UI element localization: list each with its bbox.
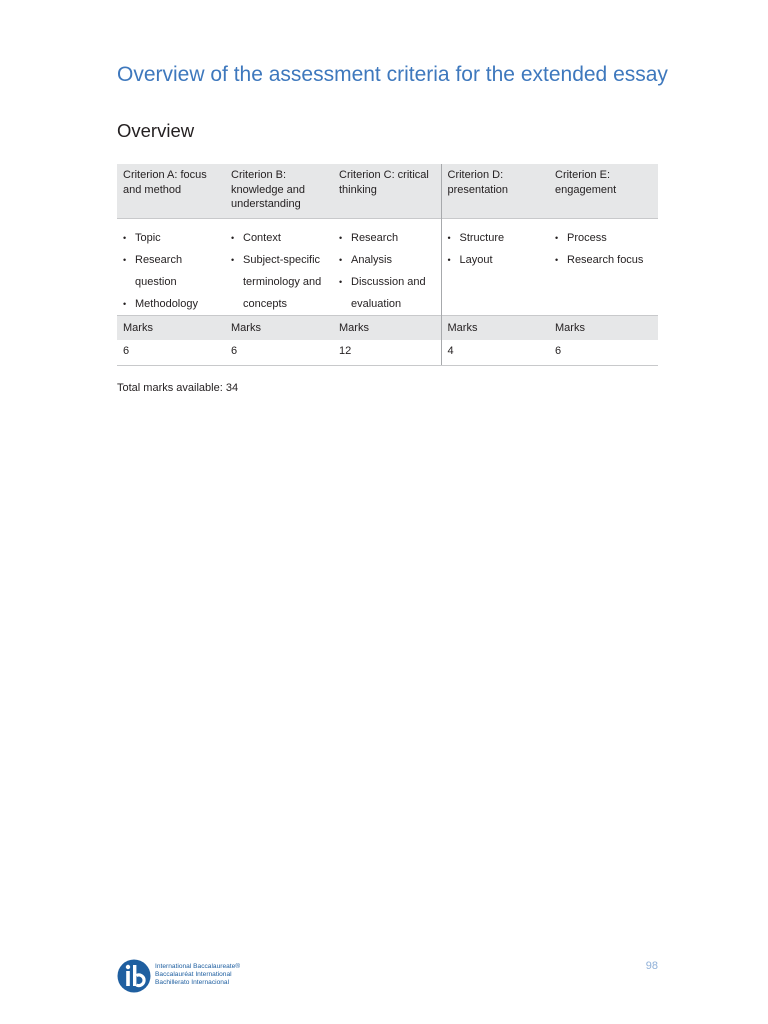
criterion-e-cell xyxy=(549,218,658,315)
logo-line-en: International Baccalaureate® xyxy=(155,963,241,970)
criterion-c-list xyxy=(339,227,435,315)
criteria-table xyxy=(117,164,658,366)
criterion-e-header: Criterion E: engagement xyxy=(549,164,658,218)
criterion-e-list xyxy=(555,227,652,271)
list-item: • Analysis xyxy=(339,249,435,271)
logo-line-es: Bachillerato Internacional xyxy=(155,978,230,986)
criterion-c-cell xyxy=(333,218,441,315)
criterion-b-marks: 6 xyxy=(225,340,333,365)
page-title: Overview of the assessment criteria for the extended essay xyxy=(117,63,668,86)
criterion-b-cell xyxy=(225,218,333,315)
marks-label: Marks xyxy=(225,315,333,340)
ib-logo xyxy=(117,959,257,995)
criteria-bullets-row xyxy=(117,218,658,315)
criterion-d-marks: 4 xyxy=(441,340,549,365)
marks-label-row xyxy=(117,315,658,340)
list-item: • Methodology xyxy=(123,293,219,315)
list-item: • Research question xyxy=(123,249,219,293)
list-item: • Context xyxy=(231,227,327,249)
criterion-d-list xyxy=(448,227,544,271)
criterion-c-marks: 12 xyxy=(333,340,441,365)
criterion-a-header: Criterion A: focus and method xyxy=(117,164,225,218)
marks-label: Marks xyxy=(549,315,658,340)
criterion-e-marks: 6 xyxy=(549,340,658,365)
criterion-a-cell xyxy=(117,218,225,315)
list-item: • Structure xyxy=(448,227,544,249)
criterion-b-list xyxy=(231,227,327,315)
marks-label: Marks xyxy=(441,315,549,340)
marks-label: Marks xyxy=(333,315,441,340)
list-item: • Research focus xyxy=(555,249,652,271)
criteria-header-row xyxy=(117,164,658,218)
total-marks-note: Total marks available: 34 xyxy=(117,382,239,394)
page-number: 98 xyxy=(645,960,658,972)
criterion-c-header: Criterion C: critical thinking xyxy=(333,164,441,218)
list-item: • Layout xyxy=(448,249,544,271)
marks-label: Marks xyxy=(117,315,225,340)
criterion-a-marks: 6 xyxy=(117,340,225,365)
criterion-d-cell xyxy=(441,218,549,315)
marks-value-row xyxy=(117,340,658,365)
criterion-b-header: Criterion B: knowledge and understanding xyxy=(225,164,333,218)
logo-line-fr: Baccalauréat International xyxy=(155,970,232,978)
list-item: • Process xyxy=(555,227,652,249)
logo-wordmark xyxy=(155,963,240,986)
list-item: • Topic xyxy=(123,227,219,249)
list-item: • Research xyxy=(339,227,435,249)
list-item: • Subject-specific terminology and concepts xyxy=(231,249,327,315)
ib-logo-icon xyxy=(117,959,151,993)
criterion-d-header: Criterion D: presentation xyxy=(441,164,549,218)
section-heading: Overview xyxy=(117,120,195,141)
criterion-a-list xyxy=(123,227,219,315)
list-item: • Discussion and evaluation xyxy=(339,271,435,315)
